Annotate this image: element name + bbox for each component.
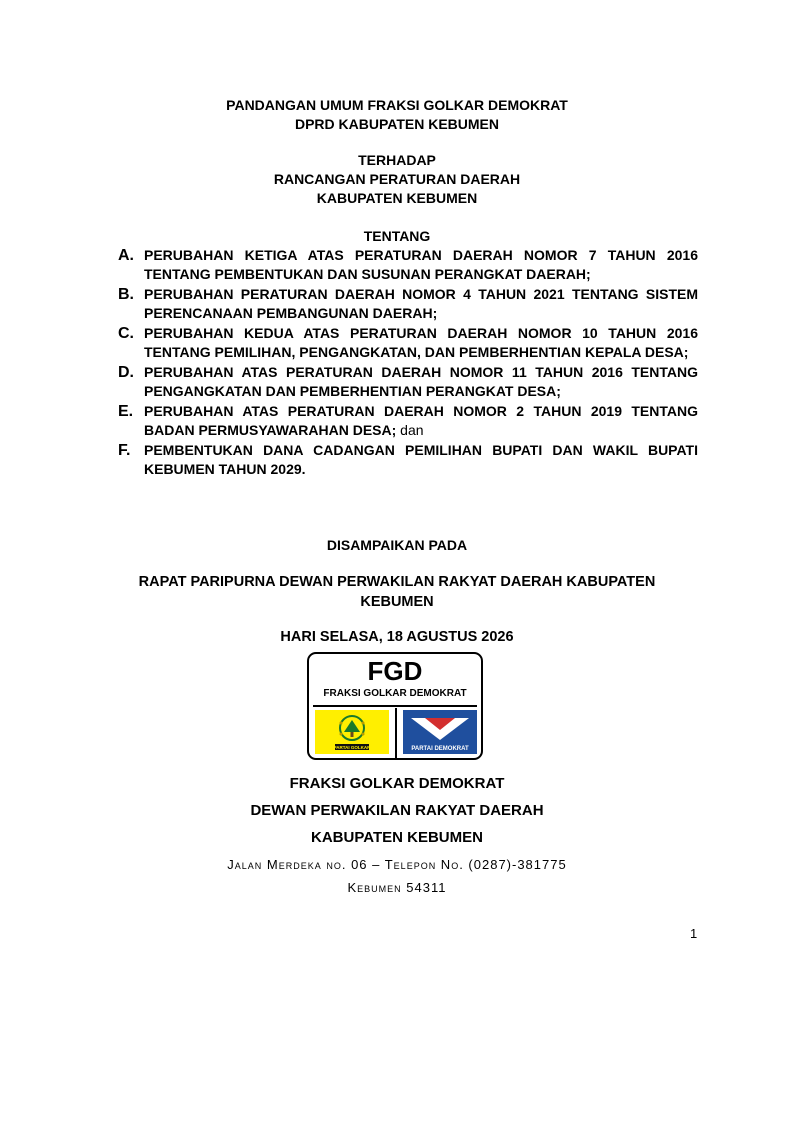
event-line1: RAPAT PARIPURNA DEWAN PERWAKILAN RAKYAT DAERAH KABUPATEN: [138, 574, 656, 590]
header-kabupaten: KABUPATEN KEBUMEN: [316, 190, 478, 206]
footer-kabupaten: KABUPATEN KEBUMEN: [311, 829, 483, 846]
demokrat-caption: PARTAI DEMOKRAT: [411, 746, 469, 752]
golkar-emblem-icon: [315, 710, 389, 754]
golkar-caption: PARTAI GOLKAR: [333, 745, 371, 750]
list-item-letter: E.: [118, 403, 134, 420]
list-item-text: PERUBAHAN KEDUA ATAS PERATURAN DAERAH NOMOR 10 TAHUN 2016 TENTANG PEMILIHAN, PENGANGKATAN, DAN PEMBERHENTIAN KEPALA DESA;: [144, 325, 698, 360]
page-number: 1: [690, 926, 698, 941]
footer-city: Kebumen 54311: [347, 880, 447, 895]
header-tentang: TENTANG: [363, 228, 431, 244]
fgd-logo: [307, 652, 483, 760]
list-item-text: PERUBAHAN ATAS PERATURAN DAERAH NOMOR 2 TAHUN 2019 TENTANG BADAN PERMUSYAWARAHAN DESA; dan: [144, 403, 698, 438]
list-item: [118, 324, 698, 362]
list-item: [118, 441, 698, 479]
list-item: [118, 363, 698, 401]
header-raperda: RANCANGAN PERATURAN DAERAH: [273, 171, 521, 187]
list-item-letter: A.: [118, 247, 134, 264]
list-item-text: PERUBAHAN KETIGA ATAS PERATURAN DAERAH NOMOR 7 TAHUN 2016 TENTANG PEMBENTUKAN DAN SUSUNAN PERANGKAT DAERAH;: [144, 247, 698, 282]
list-item-letter: C.: [118, 325, 134, 342]
header-terhadap: TERHADAP: [358, 152, 436, 168]
logo-vertical-divider: [395, 708, 397, 758]
list-item-text: PEMBENTUKAN DANA CADANGAN PEMILIHAN BUPATI DAN WAKIL BUPATI KEBUMEN TAHUN 2029.: [144, 442, 698, 477]
logo-abbr: FGD: [367, 656, 423, 686]
logo-divider: [313, 705, 477, 707]
event-date: HARI SELASA, 18 AGUSTUS 2026: [280, 629, 514, 645]
list-item: [118, 402, 698, 440]
list-item: [118, 246, 698, 284]
delivery-label: DISAMPAIKAN PADA: [326, 537, 468, 553]
list-item-suffix: dan: [396, 422, 424, 438]
logo-name: FRAKSI GOLKAR DEMOKRAT: [323, 688, 467, 699]
list-item-text: PERUBAHAN ATAS PERATURAN DAERAH NOMOR 11 TAHUN 2016 TENTANG PENGANGKATAN DAN PEMBERHENTIAN PERANGKAT DESA;: [144, 364, 698, 399]
list-item-letter: D.: [118, 364, 134, 381]
list-item-letter: B.: [118, 286, 134, 303]
list-item-letter: F.: [118, 442, 131, 459]
header-title-line1: PANDANGAN UMUM FRAKSI GOLKAR DEMOKRAT: [226, 97, 568, 113]
header-title-line2: DPRD KABUPATEN KEBUMEN: [294, 116, 500, 132]
footer-fraksi: FRAKSI GOLKAR DEMOKRAT: [289, 775, 505, 792]
footer-address: Jalan Merdeka no. 06 – Telepon No. (0287)-381775: [227, 857, 567, 872]
footer-dprd: DEWAN PERWAKILAN RAKYAT DAERAH: [250, 802, 544, 819]
demokrat-emblem-icon: [403, 710, 477, 754]
regulation-list: [118, 246, 698, 480]
list-item-text: PERUBAHAN PERATURAN DAERAH NOMOR 4 TAHUN 2021 TENTANG SISTEM PERENCANAAN PEMBANGUNAN DAERAH;: [144, 286, 698, 321]
event-line2: KEBUMEN: [360, 594, 434, 610]
list-item: [118, 285, 698, 323]
